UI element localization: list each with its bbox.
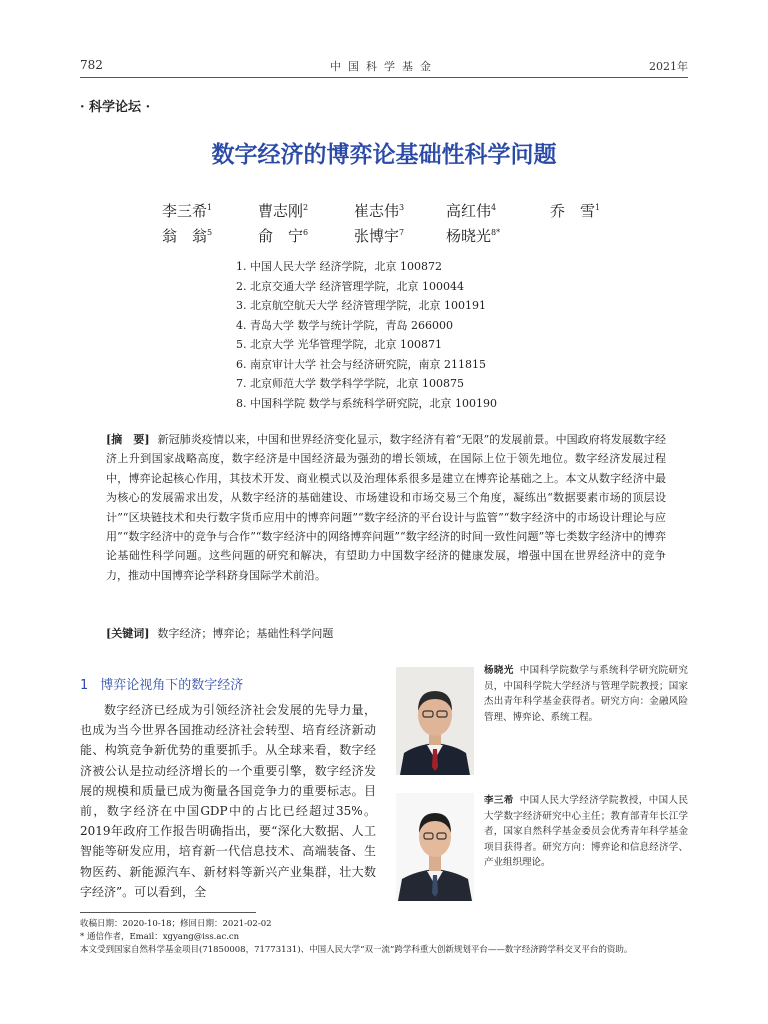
author: 张博宇$^7$ xyxy=(354,227,405,245)
bio-text: 中国科学院数学与系统科学研究院研究员，中国科学院大学经济与管理学院教授；国家杰出青年科学基金获得者。研究方向：金融风险管理、博弈论、系统工程。 xyxy=(484,665,688,723)
author: 崔志伟$^3$ xyxy=(354,202,405,220)
section-heading xyxy=(80,674,243,693)
author: 曹志刚$^2$ xyxy=(258,202,309,220)
keywords-text: 数字经济；博弈论；基础性科学问题 xyxy=(157,627,334,640)
affiliation: 8. 中国科学院 数学与系统科学研究院，北京 100190 xyxy=(236,396,497,410)
affiliation: 3. 北京航空航天大学 经济管理学院，北京 100191 xyxy=(236,299,486,312)
author-photo-yang xyxy=(396,667,474,775)
bio-text: 中国人民大学经济学院教授，中国人民大学数字经济研究中心主任；教育部青年长江学者，国家自然科学基金委员会优秀青年科学基金项目获得者。研究方向：博弈论和信息经济学、产业组织理论。 xyxy=(484,795,688,868)
header-rule xyxy=(80,77,688,78)
affiliation: 5. 北京大学 光华管理学院，北京 100871 xyxy=(236,338,442,351)
abstract-text: 新冠肺炎疫情以来，中国和世界经济变化显示，数字经济有着“无限”的发展前景。中国政府将发展数字经济上升到国家战略高度，数字经济是中国经济最为强劲的增长领域，在国际上位于领先地位。数字经济发展过程中，博弈论起核心作用，其技术开发、商业模式以及治理体系很多是建立在博弈论基础之上。本文从数字经济中最为核心的发展需求出发，从数字经济的基础建设、市场建设和市场交易三个角度，凝练出“数据要素市场的顶层设计”“区块链技术和央行数字货币应用中的博弈问题”“数字经济的平台设计与监管”“数字经济中的市场设计理论与应用”“数字经济中的竞争与合作”“数字经济中的网络博弈问题”“数字经济的时间一致性问题”等七类数字经济中的博弈论基础性科学问题。这些问题的研究和解决，有望助力中国数字经济的健康发展，增强中国在世界经济中的竞争力，推动中国博弈论学科跻身国际学术前沿。 xyxy=(106,433,666,582)
journal-name: 中国科学基金 xyxy=(330,60,438,73)
author: 高红伟$^4$ xyxy=(446,202,497,220)
paper-title: 数字经济的博弈论基础性科学问题 xyxy=(211,142,557,168)
body-paragraph: 数字经济已经成为引领经济社会发展的先导力量，也成为当今世界各国推动经济社会转型、培育经济新动能、构筑竞争新优势的重要抓手。从全球来看，数字经济被公认是拉动经济增长的一个重要引擎，数字经济发展的规模和质量已成为衡量各国竞争力的重要标志。目前，数字经济在中国GDP中的占比已经超过35%。2019年政府工作报告明确指出，要“深化大数据、人工智能等研发应用，培育新一代信息技术、高端装备、生物医药、新能源汽车、新材料等新兴产业集群，壮大数字经济”。可以看到，全 xyxy=(80,703,376,899)
column-label: · 科学论坛 · xyxy=(80,100,151,115)
affiliation: 1. 中国人民大学 经济学院，北京 100872 xyxy=(236,260,442,273)
author: 翁 翁$^5$ xyxy=(162,227,213,245)
affiliation: 7. 北京师范大学 数学科学学院，北京 100875 xyxy=(236,377,464,390)
footnote-rule xyxy=(80,912,256,913)
keywords xyxy=(106,625,333,641)
footnote: 收稿日期：2020-10-18；修回日期：2021-02-02 xyxy=(80,919,272,929)
bio-name: 李三希 xyxy=(484,795,514,806)
affiliation-list xyxy=(236,257,497,413)
author: 杨晓光$^{8*}$ xyxy=(446,227,501,245)
page-number: 782 xyxy=(80,58,103,72)
section-number: 1 xyxy=(80,678,89,693)
footnote: 本文受到国家自然科学基金项目(71850008，71773131)、中国人民大学“双一流”跨学科重大创新规划平台——数字经济跨学科交叉平台的资助。 xyxy=(80,945,633,955)
author: 乔 雪$^1$ xyxy=(550,202,601,220)
affiliation: 6. 南京审计大学 社会与经济研究院，南京 211815 xyxy=(236,357,486,371)
abstract-label: [摘 要] xyxy=(106,433,150,446)
footnotes xyxy=(80,918,688,957)
journal-year: 2021年 xyxy=(649,60,688,73)
footnote: * 通信作者，Email：xgyang@iss.ac.cn xyxy=(80,932,240,942)
bio-name: 杨晓光 xyxy=(484,665,514,676)
keywords-label: [关键词] xyxy=(106,627,150,640)
abstract xyxy=(106,430,666,585)
author: 李三希$^1$ xyxy=(162,202,213,220)
author-photo-li xyxy=(396,793,474,901)
section-title: 博弈论视角下的数字经济 xyxy=(100,678,244,693)
affiliation: 2. 北京交通大学 经济管理学院，北京 100044 xyxy=(236,279,464,293)
author-bio xyxy=(484,663,688,725)
affiliation: 4. 青岛大学 数学与统计学院，青岛 266000 xyxy=(236,318,453,332)
author: 俞 宁$^6$ xyxy=(258,227,309,245)
author-bio xyxy=(484,793,688,871)
